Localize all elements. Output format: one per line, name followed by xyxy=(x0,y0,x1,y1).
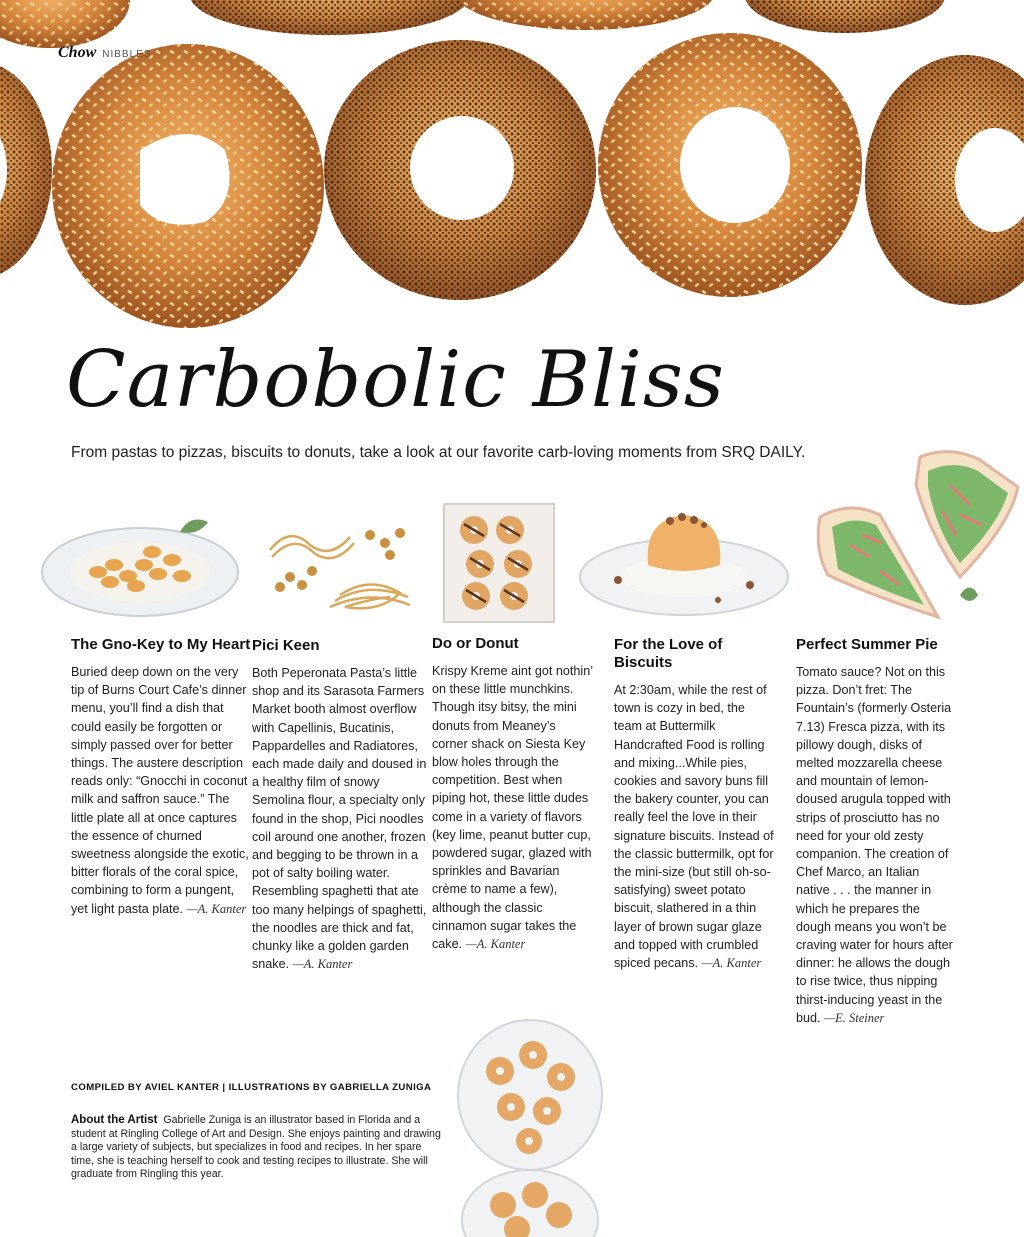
article-biscuits xyxy=(614,636,774,972)
pici-pasta-illustration xyxy=(250,515,430,620)
page-subtitle: From pastas to pizzas, biscuits to donuts, take a look at our favorite carb-loving moments from SRQ DAILY. xyxy=(71,444,806,461)
article-gnocchi xyxy=(71,636,253,918)
bagel-illustration xyxy=(0,0,1024,335)
about-heading: About the Artist xyxy=(71,1114,158,1126)
pizza-slices-illustration xyxy=(810,445,1022,623)
page-title: Carbobolic Bliss xyxy=(66,335,725,425)
article-donuts xyxy=(432,635,594,953)
article-body: Buried deep down on the very tip of Burns Court Cafe’s dinner menu, you’ll find a dish that could easily be forgotten or simply passed over for better things. The austere description reads only: “Gnocchi in coconut milk and saffron sauce.” The little plate all at once captures the essence of churned sweetness alongside the exotic, bitter florals of the coral spice, combining to form a pungent, yet light pasta plate. xyxy=(71,665,249,916)
article-title: The Gno-Key to My Heart xyxy=(71,636,251,653)
hero-bagel-photo xyxy=(0,0,1024,335)
article-body: Both Peperonata Pasta’s little shop and its Sarasota Farmers Market booth almost overflow with Capellinis, Bucatinis, Pappardelles and Radiatores, each made daily and doused in a healthy film of snowy Semolina flour, a specialty only found in the shop, Pici noodles coil around one another, frozen and begging to be thrown in a pot of salty boiling water. Resembling spaghetti that ate too many helpings of spaghetti, the noodles are thick and fat, chunky like a golden garden snake. xyxy=(252,666,427,972)
article-title: Pici Keen xyxy=(252,637,320,654)
section-name: NIBBLES xyxy=(102,49,152,60)
article-title: Perfect Summer Pie xyxy=(796,636,938,653)
article-byline: —E. Steiner xyxy=(824,1010,885,1025)
about-the-artist xyxy=(71,1114,441,1182)
section-kicker xyxy=(58,44,152,62)
article-pici xyxy=(252,637,434,973)
article-title: Do or Donut xyxy=(432,635,519,652)
article-byline: —A. Kanter xyxy=(465,937,526,952)
article-body: At 2:30am, while the rest of town is cozy in bed, the team at Buttermilk Handcrafted Food is rolling and mixing...While pies, cookies and savory buns fill the bakery counter, you can really feel the love in their signature biscuits. Instead of the classic buttermilk, opt for the mini-size (but still oh-so-satisfying) sweet potato biscuit, slathered in a thin layer of brown sugar glaze and topped with crumbled spiced pecans. xyxy=(614,683,774,971)
brand-logo: Chow xyxy=(58,44,97,61)
biscuit-plate-illustration xyxy=(578,505,790,620)
article-body: Tomato sauce? Not on this pizza. Don’t fret: The Fountain’s (formerly Osteria 7.13) Fresca pizza, with its pillowy dough, disks of melted mozzarella cheese and mountain of lemon-doused arugula topped with strips of prosciutto has no need for your old zesty companion. The creation of Chef Marco, an Italian native . . . the manner in which he prepares the dough means you won’t be craving water for hours after dinner: he allows the dough to rise twice, thus nipping thirst-inducing yeast in the bud. xyxy=(796,665,953,1025)
article-byline: —A. Kanter xyxy=(701,956,762,971)
donuts-box-illustration xyxy=(440,500,575,630)
credits-line: COMPILED BY AVIEL KANTER | ILLUSTRATIONS BY GABRIELLA ZUNIGA xyxy=(71,1082,432,1093)
article-pizza xyxy=(796,636,956,1027)
article-byline: —A. Kanter xyxy=(186,901,247,916)
article-body: Krispy Kreme aint got nothin’ on these little munchkins. Though itsy bitsy, the mini donuts from Meaney’s corner shack on Siesta Key blow holes through the competition. Best when piping hot, these little dudes come in a variety of flavors (key lime, peanut butter cup, powdered sugar, glazed with sprinkles and Bavarian crème to name a few), although the classic cinnamon sugar takes the cake. xyxy=(432,664,593,952)
donut-bowls-illustration xyxy=(455,1015,605,1237)
about-text: Gabrielle Zuniga is an illustrator based in Florida and a student at Ringling College of Art and Design. She enjoys painting and drawing a large variety of subjects, but specializes in food and recipes. In her spare time, she is teaching herself to cook and testing recipes to illustrate. She will graduate from Ringling this year. xyxy=(71,1114,441,1181)
article-title: For the Love of Biscuits xyxy=(614,636,723,671)
article-byline: —A. Kanter xyxy=(292,957,353,972)
gnocchi-plate-illustration xyxy=(40,510,240,620)
